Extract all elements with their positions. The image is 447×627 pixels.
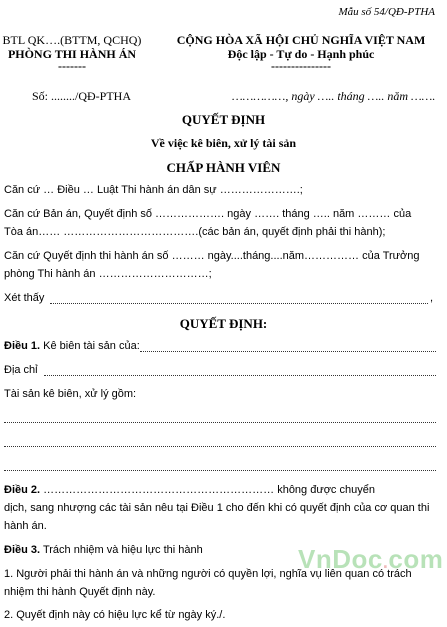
consideration-fill-line bbox=[50, 303, 428, 304]
basis-law: Căn cứ … Điều … Luật Thi hành án dân sự ………………….; bbox=[4, 184, 303, 196]
basis-judgment: Căn cứ Bản án, Quyết định số ………………. ngày ……. tháng ….. năm ……… của bbox=[4, 208, 412, 220]
address-fill-line bbox=[44, 375, 436, 376]
document-title: QUYẾT ĐỊNH bbox=[181, 112, 266, 127]
article-3-label: Điều 3. bbox=[4, 544, 41, 556]
basis-court: Tòa án…… ……………………………….(các bản án, quyết định phải thi hành); bbox=[4, 226, 386, 238]
watermark-dot: . bbox=[382, 552, 389, 572]
article-3 bbox=[4, 544, 203, 556]
header-right-motto: Độc lập - Tự do - Hạnh phúc bbox=[227, 47, 375, 61]
watermark-logo bbox=[298, 544, 443, 575]
article-1-label: Điều 1. bbox=[4, 340, 41, 352]
watermark-part1: VnDoc bbox=[298, 544, 383, 574]
watermark-part2: com bbox=[388, 544, 444, 574]
article-1 bbox=[4, 340, 140, 352]
header-left-unit: BTL QK….(BTTM, QCHQ) bbox=[2, 33, 142, 47]
consideration-label: Xét thấy bbox=[4, 292, 45, 304]
assets-fill-line-1 bbox=[4, 422, 436, 423]
article-3-item-2: 2. Quyết định này có hiệu lực kể từ ngày ký./. bbox=[4, 609, 226, 621]
article-2 bbox=[4, 484, 375, 496]
assets-label: Tài sản kê biên, xử lý gồm: bbox=[4, 388, 137, 400]
article-3-item-1-line2: nhiệm thi hành Quyết định này. bbox=[4, 586, 156, 598]
article-1-text: Kê biên tài sản của: bbox=[43, 340, 140, 352]
assets-fill-line-3 bbox=[4, 470, 436, 471]
article-2-line1: ……………………………………………………… không được chuyển bbox=[43, 484, 375, 496]
address-label: Địa chỉ bbox=[4, 364, 38, 376]
document-date: ……………, ngày ….. tháng ….. năm ……. bbox=[232, 89, 436, 103]
article-2-line3: hành án. bbox=[4, 520, 47, 532]
article-2-label: Điều 2. bbox=[4, 484, 41, 496]
asset-owner-fill-line bbox=[140, 351, 436, 352]
header-left-office: PHÒNG THI HÀNH ÁN bbox=[7, 47, 137, 61]
document-number: Số: ......../QĐ-PTHA bbox=[32, 89, 132, 103]
basis-enforcement-office: phòng Thi hành án …………………………; bbox=[4, 268, 212, 280]
header-right-divider: --------------- bbox=[271, 59, 331, 73]
header-right-nation: CỘNG HÒA XÃ HỘI CHỦ NGHĨA VIỆT NAM bbox=[176, 33, 426, 47]
basis-enforcement-decision: Căn cứ Quyết định thi hành án số ……… ngày....tháng....năm…………… của Trưởng bbox=[4, 250, 420, 262]
assets-fill-line-2 bbox=[4, 446, 436, 447]
document-subtitle: Về việc kê biên, xử lý tài sản bbox=[150, 136, 297, 150]
article-2-line2: dịch, sang nhượng các tài sản nêu tại Điều 1 cho đến khi có quyết định của cơ quan thi bbox=[4, 502, 430, 514]
article-3-text: Trách nhiệm và hiệu lực thi hành bbox=[42, 544, 203, 556]
header-left-divider: ------- bbox=[58, 59, 86, 73]
consideration-end: , bbox=[430, 292, 434, 304]
decision-heading: QUYẾT ĐỊNH: bbox=[179, 316, 268, 331]
authority-heading: CHẤP HÀNH VIÊN bbox=[166, 160, 281, 175]
form-number: Mẫu số 54/QĐ-PTHA bbox=[338, 6, 435, 18]
article-3-item-1-line1: 1. Người phải thi hành án và những người có quyền lợi, nghĩa vụ liên quan có trách bbox=[4, 568, 412, 580]
